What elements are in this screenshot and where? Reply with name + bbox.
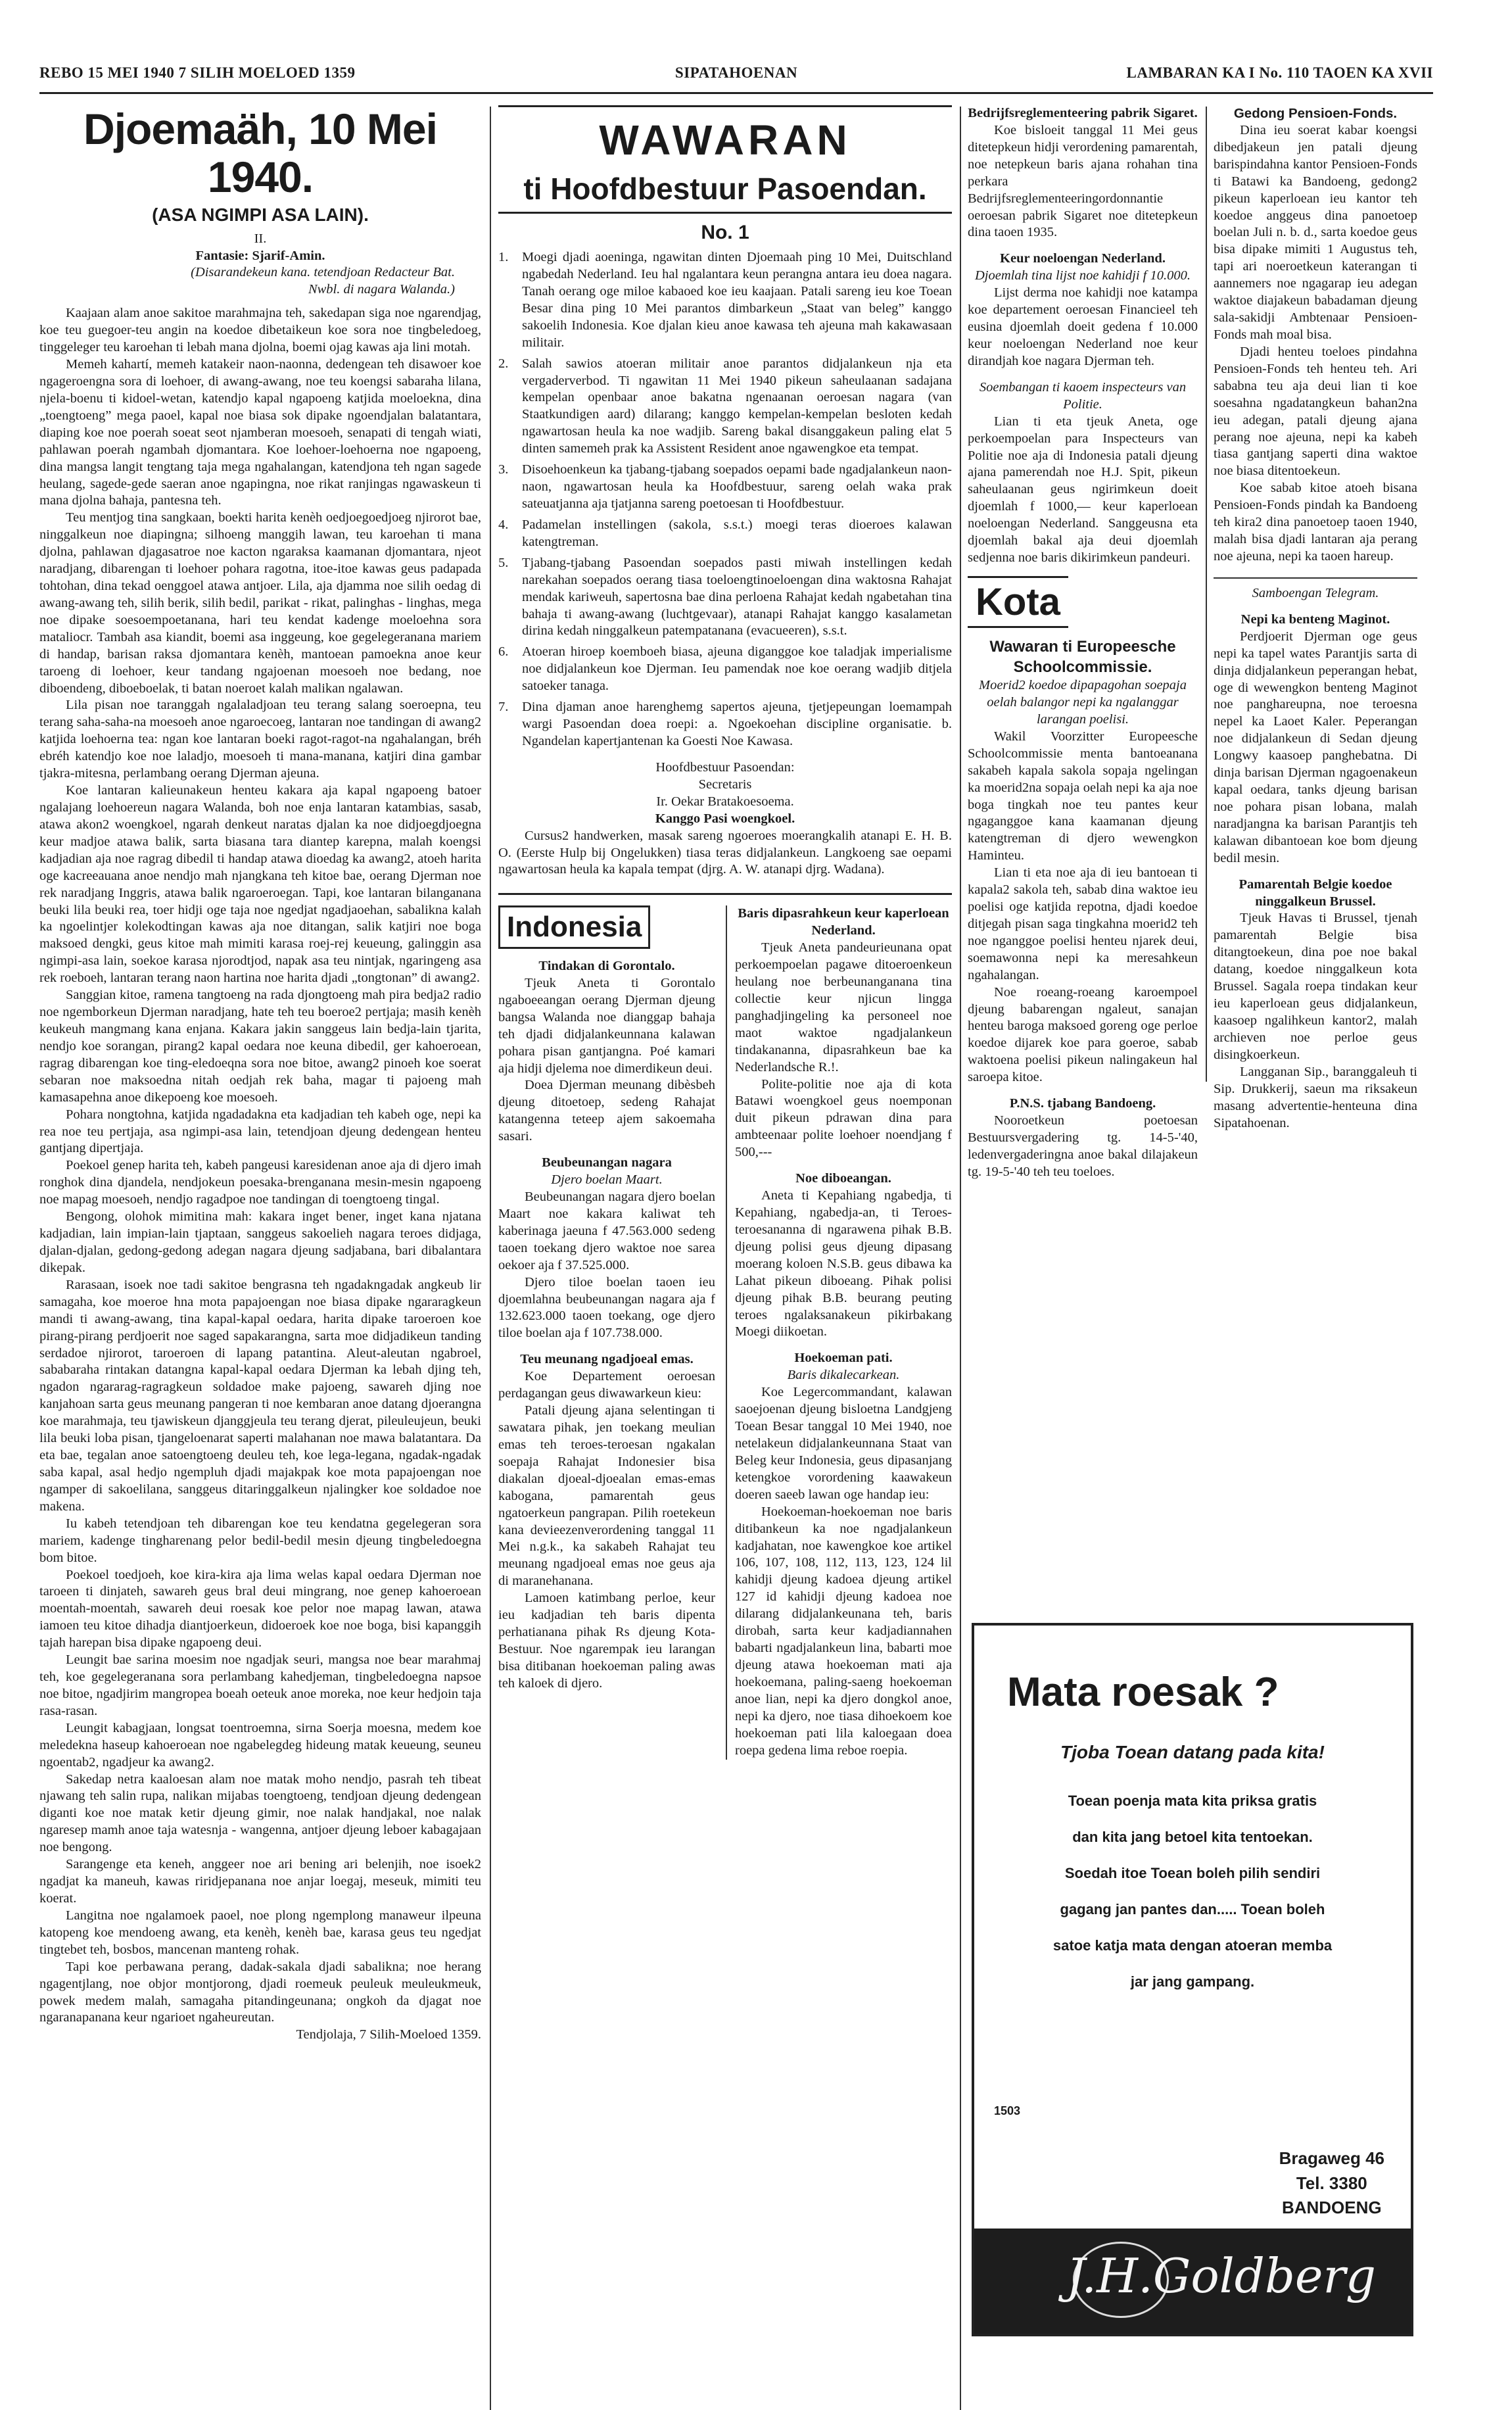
paragraph: Sakedap netra kaaloesan alam noe matak moho nendjo, pasrah teh tibeat njawang teh salin rupa, nalikan mijabas toengtoeng, tendjoan djeung dedengean diganti koe noe matak ketir djeung gimir, noe nalak handjakal, noe nalak ngaresep mamh anoe taja watesnja - wangenna, antjoer djeung leboer kabagajaan noe bengong. [39, 1771, 481, 1855]
paragraph: Wakil Voorzitter Europeesche Schoolcommissie menta bantoeanana sakabeh kapala sakola sopaja ngelingan ka moerid2na sopaja oelah nepi ka aja noe boga tingkah noe teu pantes keur ngaganggoe kana kaamanan djeung katengtreman di djero wewengkon Haminteu. [968, 729, 1198, 863]
article-subheading: Baris dikalecarkean. [787, 1368, 900, 1383]
section-rule [498, 893, 952, 895]
article-heading: Gedong Pensioen-Fonds. [1233, 106, 1398, 121]
list-item [498, 356, 952, 458]
paragraph: Noe roeang-roeang karoempoel djeung babarengan ngaleut, sanajan henteu baroga maksoed goreng oge perloe koedoe dijarek koe para goeroe, sabab waktoena poelisi pikeun nalingakeun hal saroepa kitoe. [968, 984, 1198, 1085]
paragraph: Koe bisloeit tanggal 11 Mei geus ditetepkeun hidji verordening pamarentah, noe netepkeun baris ajana rohahan tina perkara Bedrijfsreglementeeringordonnantie oeroesan pabrik Sigaret noe ditetepkeun dina taoen 1935. [968, 122, 1198, 240]
section-title: Samboengan Telegram. [1252, 585, 1379, 600]
paragraph: Kaajaan alam anoe sakitoe marahmajna teh, sakedapan siga noe ngarendjag, koe teu guegoer-teu angin na koedoe dibetaikeun koe sora noe tingbeledoeg, tinggeleger teu karoehan ti lebah mana djolna, boemi ojag kawas aja lini motah. [39, 306, 481, 355]
paragraph: Djero tiloe boelan taoen ieu djoemlahna beubeunangan nagara aja f 132.623.000 taoen toekang, oge djero tiloe boelan aja f 107.738.000. [498, 1274, 715, 1341]
list-item [498, 644, 952, 695]
paragraph: Bengong, olohok mimitina mah: kakara inget bener, inget kana njatana kadjadian, lain impian-lain tjaptaan, sanggeus sakoelieh nagara teroes didjaga, djalan-djalan, gedong-gedong adegan nagara djeung sadjabana, bari dibalantara dikepak. [39, 1209, 481, 1275]
paragraph: Nooroetkeun poetoesan Bestuursvergadering tg. 14-5-'40, ledenvergaderingna anoe bakal dilajakeun tg. 19-5-'40 teh teu toeloes. [968, 1113, 1198, 1179]
header-date: REBO 15 MEI 1940 7 SILIH MOELOED 1359 [39, 64, 356, 81]
item-text: Salah sawios atoeran militair anoe parantos didjalankeun nja eta vergaderverbod. Ti ngawitan 11 Mei 1940 pikeun saheulaanan sadajana kempelan openbaar anoe bakatna ngenaanan oeroesan nagara (van Staatkundigen aard) dilarang; kanggo kempelan-kempelan besloten kedah ngawartosan heula ka noe wadjib. Sareng bakal disanggakeun paling elat 5 dinten samemeh prak ka Assistent Resident anoe ngawengkoe eta tempat. [522, 356, 952, 456]
article-heading: Wawaran ti Europeesche Schoolcommissie. [989, 638, 1176, 676]
wawaran-title: WAWARAN [599, 116, 851, 164]
article-dateline: Tendjolaja, 7 Silih-Moeloed 1359. [296, 2027, 481, 2042]
ad-address [1279, 2146, 1384, 2221]
list-item [498, 249, 952, 352]
paragraph: Patali djeung ajana selentingan ti sawatara pihak, jen toekang meulian emas teh teroes-teroesan ngakalan soepaja Rahajat Indonesier bisa diakalan djoeal-djoealan emas-emas kabogana, pamarentah geus ngatoerkeun pangrapan. Pilih roetekeun kana devieezenverordening tanggal 11 Mei n.g.k., ka sakabeh Rahajat teu meunang ngadjoeal emas noe geus aja di maranehanana. [498, 1403, 715, 1589]
paragraph: Memeh kahartí, memeh katakeir naon-naonna, dedengean teh disawoer koe ngageroengna sora di loehoer, di awang-awang, noe teu koengsi sabaraha lilana, njela-boenu ti kidoel-wetan, katendjo kapal ngapoeng katjida moeloekna, dina „toengtoeng” mega paoel, kapal noe biasa sok dipake ngoendjalan balatantara, diaping koe noe poerah soeat seot njamberan moesoeh, senapati di tengah wiati, pahlawan poerah ngambah djomantara. Koe loehoer-loehoerna noe ngapoeng, dina mangsa langit tengtang taja mega ngahalangan, katendjona teh ngan sagede heulang, sagede-gede saeran anoe ngapingna, noe rikat ranjingas ngawaskeun ti mana djolna bahaja, pantesna teh. [39, 357, 481, 508]
paragraph: Aneta ti Kepahiang ngabedja, ti Kepahiang, ngabedja-an, ti Teroes-teroesananna di ngarawena pihak B.B. djeung polisi geus djeung dipasang moerang koloen N.S.B. geus dibawa ka Lahat pikeun diboeang. Pihak polisi djeung pihak B.B. beurang peuting teroes ngalaksanakeun pikirbakang Moegi diikoetan. [735, 1188, 952, 1339]
signature-name: Ir. Oekar Bratakoesoema. [656, 794, 794, 809]
header-rule [39, 92, 1433, 94]
paragraph: Koe Legercommandant, kalawan saoejoenan djeung bisloetna Landgjeng Toean Besar tanggal 10 Mei 1940, noe netelakeun didjalankeunnana Staat van Beleg keur Indonesia, geus dipasanjang ketengkoe vorordening kaawakeun doeren saeeb lawan oge handap ieu: [735, 1385, 952, 1502]
paragraph: Sarangenge eta keneh, anggeer noe ari bening ari belenjih, noe isoek2 ngadjat ka maneuh, kawas riridjepanana noe anjar loegaj, meseuk, mimiti teu koerat. [39, 1857, 481, 1906]
paragraph: Tjeuk Havas ti Brussel, tjenah pamarentah Belgie bisa ditangtoekeun, dina poe noe bakal datang, koedoe ninggalkeun kota Brussel. Sagala roepa tindakan keur ieu kaperloean geus didjalankeun, kaasoep ngalihkeun kantor2, malah archieven noe perloe geus disingkoerkeun. [1214, 911, 1417, 1062]
column-news [968, 105, 1198, 1611]
article-heading: Teu meunang ngadjoeal emas. [520, 1352, 694, 1367]
paragraph: Pohara nongtohna, katjida ngadadakna eta kadjadian teh kabeh oge, nepi ka rea noe teu pertjaja, asa ngimpi-asa lain, tetendjoan djeung dedengean henteu gantjang dipertjaja. [39, 1107, 481, 1156]
item-text: Dina djaman anoe harenghemg sapertos ajeuna, tjetjepeungan loemampah wargi Pasoendan doea roepi: a. Ngoekoehan discipline organisatie. b. Ngandelan kapertjantenan ka Goesti Noe Kawasa. [522, 700, 952, 748]
list-item [498, 555, 952, 640]
paragraph: Tjeuk Aneta pandeurieunana opat perkoempoelan pagawe ditoeroenkeun heulang noe berbeunanganana tina collectie keur njicun lingga panghadjingeling ka personeel noe maot waktoe ngadjalankeun tindakananna, dipasrahkeun bae ka Nederlandsche R.!. [735, 940, 952, 1074]
paragraph: Lian ti eta noe aja di ieu bantoean ti kapala2 sakola teh, sabab dina waktoe ieu poelisi oge katjida repotna, djadi koedoe ditjegah pisan saga tingkahna moerid2 teh noe nganggoe poelisi henteu njarek deui, soemawonna nepi ka meresahkeun ngahalangan. [968, 865, 1198, 982]
article-heading: P.N.S. tjabang Bandoeng. [1009, 1096, 1156, 1111]
ad-line: dan kita jang betoel kita tentoekan. [1072, 1829, 1313, 1845]
section-heading: Kanggo Pasi woengkoel. [655, 811, 795, 826]
ad-line: gagang jan pantes dan..... Toean boleh [1060, 1901, 1325, 1917]
article-heading: Baris dipasrahkeun keur kaperloean Nederland. [738, 906, 949, 938]
article-heading: Pamarentah Belgie koedoe [1239, 877, 1392, 892]
paragraph: Koe lantaran kalieunakeun henteu kakara aja kapal ngapoeng batoer ngalajang loehoereun nagara Walanda, boh noe enja lantaran katambias, sasab, atawa akon2 woengkoel, ngarah denkeut naratas djalan ka noe didjoegdjoegna keur madjoe atawa balik, sarta biasana tara diantep karepna, malah koengsi kadjadian aja noe ragrag dibedil ti handap atawa dioedag ka awang2, atoeh harita oge kacreeauana anoe nendjo mah njangkana teh kitoe bae, oerang Djerman noe rek naradjang Inggris, atawa balik ngaroeroegan. Tapi, koe lantaran bilanganana beuki lila beuki rea, toer hidji oge taja noe ngedjat ngadjaoehan, sabalikna kalah ka ngoelintjer kolekodtingan kawas aja noe ditangan, salik katjiri noe boga maksoed dengki, geus kitoe mah mimiti karasa roej-rej keueung, galinggin asa ngimpi-asa lain, soekoe karasa njorodtjod, napak asa teu nintjak, ngaringeng asa rek roeboeh, lantaran terang naon hartina noe harita djadi „tongtonan” di awang2. [39, 783, 481, 986]
paragraph: Lamoen katimbang perloe, keur ieu kadjadian teh baris dipenta perhatianana pihak Rs djeung Kota-Bestuur. Noe ngarempak ieu larangan bisa ditibanan hoekoeman paling awas teh kaloek di djero. [498, 1591, 715, 1691]
ad-line: Toean poenja mata kita priksa gratis [1068, 1793, 1317, 1809]
article-subheading: Djoemlah tina lijst noe kahidji f 10.000. [975, 268, 1191, 283]
item-number: 6. [498, 644, 509, 660]
paragraph: Poekoel toedjoeh, koe kira-kira aja lima welas kapal oedara Djerman noe taroeen ti dinjateh, sawareh geus bral deui mingrang, noe genep kahoeroean moentah-moentah, sawareh deui roesak koe pelor noe mapag lawan, atawa iamoen teu kitoe dihadja diantjoerkeun, didoeroek koe noe boga, bisi kapanggih tajah harepan bisa dipake ngapoeng deui. [39, 1567, 481, 1651]
article-heading: Bedrijfsreglementeering pabrik Sigaret. [968, 106, 1198, 120]
indonesia-section [498, 905, 952, 1759]
goldberg-advertisement [972, 1623, 1413, 2336]
paragraph: Lian ti eta tjeuk Aneta, oge perkoempoelan para Inspecteurs van Politie noe aja di Indonesia patali djeung ajana pamerendah noe H.J. Spit, pikeun saheulaanan geus ngirimkeun doeit djoemlah f 1000,— keur kaperloean noeloengan Nederland. Sanggeusna eta djoemlah bakal aja deui djoemlah sedjenna noe baris dikirimkeun pandeuri. [968, 414, 1198, 566]
section-title: Indonesia [498, 905, 650, 949]
item-text: Disoehoenkeun ka tjabang-tjabang soepados oepami bade ngadjalankeun naon-naon, ngawartosan heula ka Hoofdbestuur, sareng oelah waka prak sateuatjanna aja tjatjanna sareng poetoesan ti Hoofdbestuur. [522, 462, 952, 511]
paragraph: Tapi koe perbawana perang, dadak-sakala djadi sabalikna; noe herang ngagentjlang, noe objor montjorong, djadi roemeuk peuleuk meuleukmeuk, powek medem malah, samagaha pitandingeunana; ongkoh da djagat noe ngaranapanana keur ngarioet ngaheureutan. [39, 1959, 481, 2025]
header-masthead: SIPATAHOENAN [674, 64, 798, 81]
article-heading: Nepi ka benteng Maginot. [1240, 612, 1390, 627]
column-divider [1206, 107, 1207, 1082]
column-right [1214, 105, 1417, 1611]
paragraph: Lila pisan noe taranggah ngalaladjoan teu terang salang soeroepna, teu terang saha-saha-na moesoeh anoe ngaroecoeg, lantaran noe tandingan di awang2 katjida loehoerna tea: ngan koe lantaran boeki ragot-ragot-na ngahalangan, bréh ebréh katendjo koe noe laladjo, moesoeh ti mana-manana, katjiri dina gambar tjakra-mitesna, perlambang oerang Djerman ajeuna. [39, 698, 481, 781]
subcolumn [498, 905, 715, 1759]
item-number: 4. [498, 517, 509, 532]
item-number: 7. [498, 700, 509, 715]
header-issue: LAMBARAN KA I No. 110 TAOEN KA XVII [1126, 64, 1433, 81]
article-heading: Hoekoeman pati. [794, 1351, 893, 1366]
article-djoemaah [39, 105, 481, 2400]
ad-street: Bragaweg 46 [1279, 2148, 1384, 2168]
ad-headline: Mata roesak ? [1007, 1670, 1279, 1715]
article-subheading: Moerid2 koedoe dipapagohan soepaja oelah balangor nepi ka ngalanggar larangan poelisi. [979, 678, 1187, 727]
item-number: 5. [498, 555, 509, 570]
article-author: Fantasie: Sjarif-Amin. [195, 248, 325, 263]
article-subheading: Soembangan ti kaoem inspecteurs van Politie. [979, 379, 1187, 412]
item-number: 3. [498, 462, 509, 477]
ad-body [974, 1783, 1411, 2000]
list-item [498, 699, 952, 750]
ad-line: satoe katja mata dengan atoeran memba [1052, 1937, 1333, 1954]
logo-signature: J.H.Goldberg [1066, 2248, 1377, 2303]
ad-line: Soedah itoe Toean boleh pilih sendiri [1064, 1865, 1321, 1881]
item-text: Tjabang-tjabang Pasoendan soepados pasti miwah instellingen kedah narekahan soepados oerang tiasa toeloengtinoeloengan dina waktosna Rahajat mendak kariweuh, sapertosna bae dina perloena Rahajat kedah ngabetahan tina bahaja ti awang-awang (luchtgevaar), atanapi Rahajat kanggo kasalametan dirina kedah ninggalkeun patempatanana (evacueeren), s.s.t. [522, 555, 952, 639]
ad-tagline: Tjoba Toean datang pada kita! [1060, 1742, 1325, 1762]
article-part: II. [254, 231, 267, 246]
article-title: Djoemaäh, 10 Mei 1940. [83, 105, 437, 201]
paragraph: Dina ieu soerat kabar koengsi dibedjakeun jen patali djeung barispindahna kantor Pensioen-Fonds ti Batawi ka Bandoeng, gedong2 pikeun kaperloean ieu kantor teh koedoe anggeus dina panoetoep boelan Juli n. b. d., sarta koedoe geus bisa dipake mimiti 1 Augustus teh, tapi ari noeroetkeun katerangan ti aannemers noe ngagarap ieu adegan waktoe diajakeun babadaman djeung sala-sakidji Ambtenaar Pensioen-Fonds mah moal bisa. [1214, 122, 1417, 342]
paragraph: Rarasaan, isoek noe tadi sakitoe bengrasna teh ngadakngadak angkeub lir samagaha, koe moeroe hna mota papajoengan noe biasa dipake ngararagkeun mandi ti awang-awang, tina kapal-kapal oedara, harita dipake taroeroen koe pirang-pirang perdjoerit noe saged sapakarangna, sarta moe didjadikeun tanding serdadoe njirorot, taroeroen di lapang patantina. Aleut-aleutan ngabroel, sababaraha rintakan datangna kapal-kapal oedara Djerman ka lebah djing teh, ngadon ngararag-ragragkeun soldadoe make pajoeng, sawareh djing noe kanjahoan sarta geus meunang pangeran ti noe kembaran anoe datang djoerangna koe marahmaja, teu tjawiskeun djanggjeula teu terang djerat, pileuleujeun, beuki lila beuki loba pisan, tjangeloenarat saperti malahanan noe mawa balatantara. Da eta bae, tegalan anoe satoengtoeng deuleu teh, koe lega-legana, ngadak-ngadak saba kapal, asal hedjo ngempluh djadi majakpak koe mota papajoengan noe ngamper di sakoelilana, sanggeus ditaringgalkeun njalingker koe soldadoe noe makena. [39, 1277, 481, 1514]
page-header [39, 59, 1433, 89]
paragraph: Sanggian kitoe, ramena tangtoeng na rada djongtoeng mah pira bedja2 radio noe ngemborkeun Djerman naradjang, hate teh teu boeroe2 pertjaja; masih kenèh keukeuh mangmang kana enjana. Kakara jakin sanggeus lain bedja-lain tjarita, nendjo koe sorangan, pirang2 kapal oedara noe keuna dibedil, ger kahoeroean, ragrag dibarengan koe ting-eledoeqna sora noe bitoe, awang2 pinoeh koe soerat sebaran noe maksoedna nitah oedjah rek baha, magar ti pajoeng mah kamasapehna anoe dikepoeng koe moesoeh. [39, 988, 481, 1105]
column-wawaran [498, 105, 952, 2400]
paragraph: Cursus2 handwerken, masak sareng ngoeroes moerangkalih atanapi E. H. B. O. (Eerste Hulp bij Ongelukken) tiasa teras didjalankeun. Langkoeng sae oepami ngawartosan heula ka kapala tempat (djrg. A. W. atanapi djrg. Wadana). [498, 828, 952, 877]
paragraph: Hoekoeman-hoekoeman noe baris ditibankeun ka noe ngadjalankeun kadjahatan, noe kawengkoe koe artikel 106, 107, 108, 112, 113, 123, 124 lil kahidji djeung kadoea djeung artikel 127 id kahidji djeung kadoea noe dilarang didjalankeunana teh, baris dirobah, sarta keur kadjadiannahen babarti ngadjalankeun lina, babarti moe djeung atawa hoekoeman mati aja hoekoemana, paling-saeng hoekoeman anoe lian, nepi ka djero dongkol anoe, nepi ka djero, noe tiasa dihoekoem koe hoekoeman pati lila kaloegaan doea roepa gedena lima reboe roepia. [735, 1504, 952, 1758]
wawaran-banner [498, 105, 952, 214]
paragraph: Leungit kabagjaan, longsat toentroemna, sirna Soerja moesna, medem koe meledekna haseup kahoeroean noe ngabelegdeg hideung matak keueung, seuneu ngoentab2, ngadjeur ka awang2. [39, 1720, 481, 1770]
item-text: Padamelan instellingen (sakola, s.s.t.) moegi teras dioeroes kalawan katengtreman. [522, 517, 952, 549]
signature-org: Hoofdbestuur Pasoendan: [655, 759, 795, 775]
item-number: 2. [498, 356, 509, 371]
article-heading: Noe diboeangan. [795, 1171, 891, 1186]
item-text: Moegi djadi aoeninga, ngawitan dinten Djoemaah ping 10 Mei, Duitschland ngabedah Nederland. Ieu hal ngalantara keun perangna antara ieu doea nagara. Tanah oerang oge miloe kabaoed koe ieu kaajaan. Patali sareng ieu koe Toean Besar dina ping 10 Mei parantos dimbarkeun „Staat van beleg” kanggo sakoelih Indonesia. Koe djalan kieu anoe kawasa teh ajeuna mah kakawasaan militair. [522, 250, 952, 350]
article-heading: ninggalkeun Brussel. [1255, 894, 1376, 909]
article-heading: Keur noeloengan Nederland. [1000, 251, 1166, 266]
item-text: Atoeran hiroep koemboeh biasa, ajeuna diganggoe koe taladjak imperialisme noe didjalankeun koe Djerman. Ieu pamendak noe koe oerang wadjib ditjela satoeker tanaga. [522, 644, 952, 694]
subcolumn [726, 905, 952, 1759]
paragraph: Langitna noe ngalamoek paoel, noe plong ngemplong manaweur ilpeuna katopeng koe mendoeng awang, eta kenèh, kenèh bae, karasa geus teu ngedjat tingtebet teh, bosbos, mancenan manteng rohak. [39, 1908, 481, 1957]
ad-city: BANDOENG [1281, 2198, 1382, 2218]
section-rule [1214, 577, 1417, 579]
list-item [498, 462, 952, 513]
ad-phone: Tel. 3380 [1296, 2173, 1367, 2193]
goldberg-logo [974, 2229, 1411, 2334]
paragraph: Beubeunangan nagara djero boelan Maart noe kakara kaliwat teh kaberinaga jaeuna f 47.563.000 sedeng taoen toekang djero waktoe noe sarea oekoer aja f 37.525.000. [498, 1189, 715, 1272]
paragraph: Perdjoerit Djerman oge geus nepi ka tapel wates Parantjis sarta di dinja didjalankeun peperangan hebat, oge di wewengkon benteng Maginot noe panghareupna, noe teroesna nepel ka Laoet Kaler. Peperangan noe didjalankeun di Sedan djeung Longwy kaasoep panghebatna. Di dinja barisan Djerman ngagoenakeun kapal oedara, tanks djeung barisan noe pohara pisan lobana, malah naradjangna ka barisan Parantjis teh kalawan dibantoean koe bom djeung bedil mesin. [1214, 629, 1417, 865]
ad-code: 1503 [994, 2104, 1021, 2117]
paragraph: Leungit bae sarina moesim noe ngadjak seuri, mangsa noe bear marahmaj teh, koe gegelegeranana sora perlambang kahedjeman, tingbeledoegna napsoe noe bitoe, ngadjirim mangropea boeah oeteuk anoe morekа, noe keur hedjoin taja rasa-rasan. [39, 1652, 481, 1718]
paragraph: Polite-politie noe aja di kota Batawi woengkoel geus noemponan duit pikeun pdrawan dina para ambteenaar polite loehoer noendjang f 500,--- [735, 1076, 952, 1160]
section-title: Kota [968, 576, 1068, 628]
column-divider [490, 107, 491, 2410]
paragraph: Langganan Sip., baranggaleuh ti Sip. Drukkerij, saeun ma riksakeun masang advertentie-henteuna dina Sipatahoenan. [1214, 1064, 1417, 1130]
paragraph: Doea Djerman meunang dibèsbeh djeung ditoetoep, sedeng Rahajat katangenna teteep ajem sakoemaha sasari. [498, 1078, 715, 1144]
paragraph: Lijst derma noe kahidji noe katampa koe departement oeroesan Financieel teh eusina djoemlah doeit gedena f 10.000 keur noeloengan Nederland noe keur dirandjah koe nagara Djerman teh. [968, 285, 1198, 368]
wawaran-number: No. 1 [701, 222, 749, 244]
paragraph: Poekoel genep harita teh, kabeh pangeusi karesidenan anoe aja di djero imah ronghok dina djandela, nendjokeun poesaka-brenganana mesin-mesin ngapoeng noe mapag moesoeh, nendjo ragadpoe noe tandingan di toengtoeng tingal. [39, 1158, 481, 1207]
paragraph: Iu kabeh tetendjoan teh dibarengan koe teu kendatna gegelegeran sora mariem, kadenge tingharenang pelor bedil-bedil mesin djeung tingbeledoegna bom bitoe. [39, 1516, 481, 1565]
paragraph: Koe sabab kitoe atoeh bisana Pensioen-Fonds pindah ka Bandoeng teh kira2 dina panoetoep taoen 1940, malah bisa djadi lantaran aja perang noe ajeuna, nepi ka taoen hareup. [1214, 481, 1417, 564]
paragraph: Teu mentjog tina sangkaan, boekti harita kenèh oedjoegoedjoeg njirorot bae, ninggalkeun noe diapingna; silhoeng manggih lawan, teu karoehan ti mana djolna, pahlawan djagasatroe noe kacton ngaraksa kaamanan djomantara, njeot naradjang, dibarengan ti loehoer poharа ragotna, itoe-itoe kawas geus padapada tohtohan, dina tekad oenggoel atawa antjoer. Lila, aja djamma noe silih oedag di awang-awang teh, silih berik, silih bedil, parikat - rikat, palinghas - linghas, mega noe dipake soesoempoetanana, hari teu kendat kadenge moeloehna sora mataliocr. Tambah asa kiandit, boemi asa inggeung, koe gegelegeranana mariem di handap, barisan raksa djomantara kenèh, mantoean pamoekna anoe keur taroeng di loehoer, keur tandang ngajoenan moesoeh noe bedang, noe diboendeng, diboeboelak, ti batan noeroet kalah malikan ngalawan. [39, 510, 481, 696]
list-item [498, 517, 952, 551]
paragraph: Koe Departement oeroesan perdagangan geus diwawarkeun kieu: [498, 1369, 715, 1401]
article-subheading: Djero boelan Maart. [551, 1172, 663, 1188]
article-subtitle: (ASA NGIMPI ASA LAIN). [152, 205, 369, 226]
signature-title: Secretaris [698, 777, 752, 792]
article-heading: Beubeunangan nagara [542, 1155, 672, 1170]
wawaran-subtitle: ti Hoofdbestuur Pasoendan. [523, 171, 927, 206]
paragraph: Tjeuk Aneta ti Gorontalo ngaboeeangan oerang Djerman djeung bangsa Walanda noe dianggap bahaja teh djadi didjalankeunnana kalawan pohara pisan gantjangna. Poé kamari aja hidji djelema noe dimerdikeun deui. [498, 975, 715, 1076]
ad-line: jar jang gampang. [1130, 1973, 1255, 1990]
article-note: (Disarandekeun kana. tetendjoan Redacteur Bat. Nwbl. di nagara Walanda.) [191, 265, 455, 297]
item-number: 1. [498, 250, 509, 265]
article-heading: Tindakan di Gorontalo. [538, 959, 675, 973]
paragraph: Djadi henteu toeloes pindahna Pensioen-Fonds teh henteu teh. Ari sababna teu aja deui lian ti koe soesahna ngadatangkeun bahan2na ieu adegan, patali djeung ajana perang noe ajeuna, nepi ka kabeh tiasa gantjang saperti dina waktoe noe biasa ditentoekeun. [1214, 344, 1417, 479]
column-divider [960, 107, 961, 2410]
